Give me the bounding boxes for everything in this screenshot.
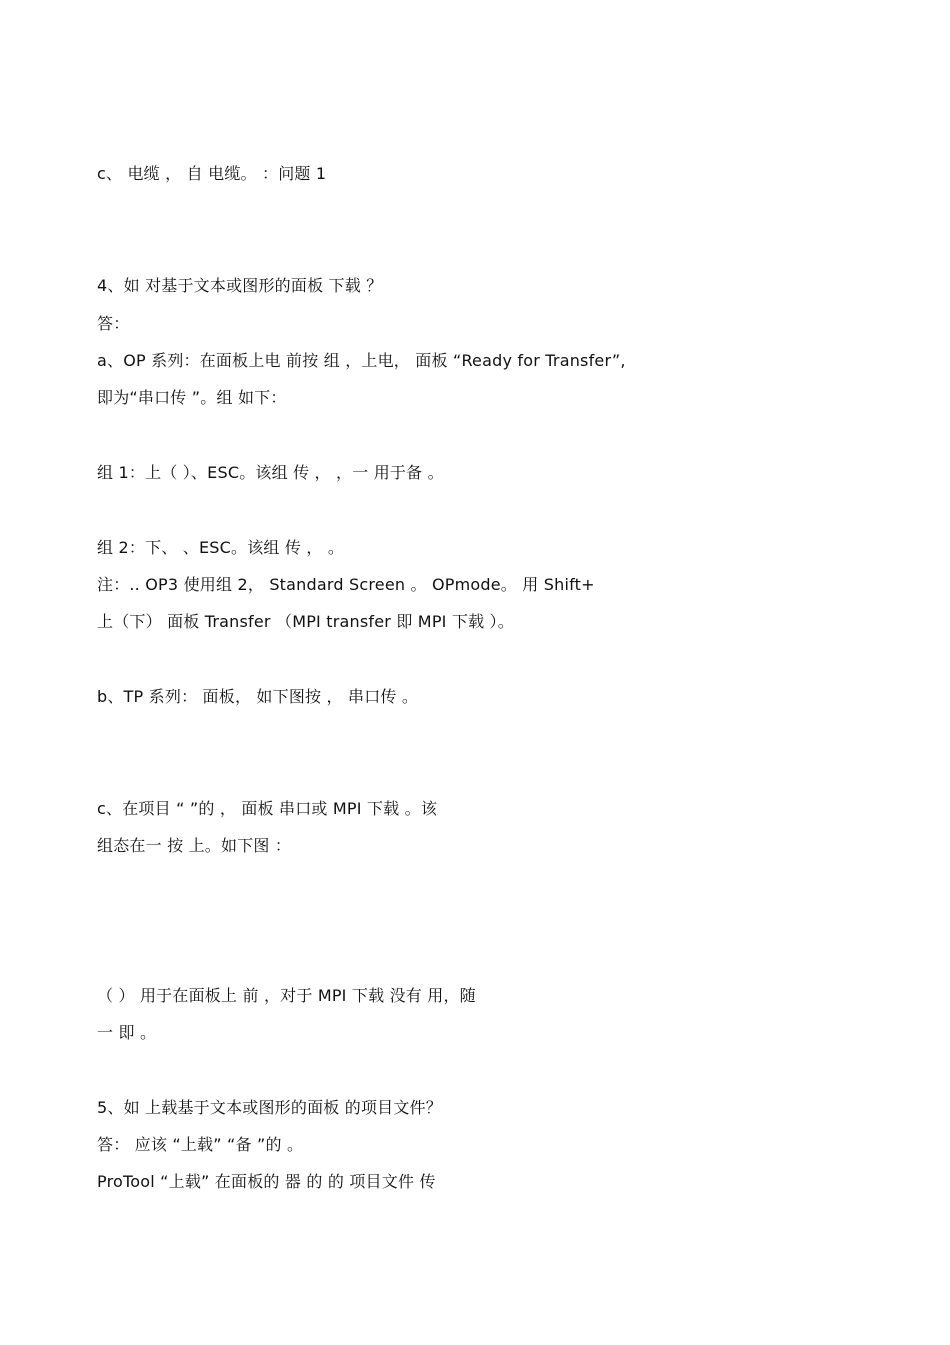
text-line-mpi-transfer: 上（下） 面板 Transfer （MPI transfer 即 MPI 下载 ）。 [97, 612, 514, 631]
text-line-c-cable: c、 电缆 ， 自 电缆。 ：问题 1 [97, 164, 327, 183]
answer-label: 答： [97, 314, 130, 333]
text-line-op-series: a、OP 系列：在面板上电 前按 组 ，上电， 面板 “Ready for Transfer”, [97, 351, 626, 370]
text-line-note-op3: 注：.. OP3 使用组 2， Standard Screen 。 OPmode。 用 Shift+ [97, 575, 595, 594]
heading-q4: 4、如 对基于文本或图形的面板 下载 ？ [97, 276, 383, 295]
text-line-combo-1: 组 1：上（ ）、ESC。该组 传 ， ，一 用于备 。 [97, 463, 444, 482]
heading-q5: 5、如 上载基于文本或图形的面板 的项目文件？ [97, 1098, 442, 1117]
text-line-answer-upload: 答： 应该 “上载” “备 ”的 。 [97, 1135, 304, 1154]
text-line-tp-series: b、TP 系列： 面板， 如下图按 ， 串口传 。 [97, 687, 419, 706]
text-line-configure-button: 组态在一 按 上。如下图 ： [97, 836, 292, 855]
text-line-serial-mode: 即为“串口传 ”。组 如下： [97, 388, 287, 407]
text-line-continued: 一 即 。 [97, 1023, 157, 1042]
text-line-c-project: c、在项目 “ ”的 ， 面板 串口或 MPI 下载 。该 [97, 799, 438, 818]
text-line-panel-usage: （ ） 用于在面板上 前 ，对于 MPI 下载 没有 用，随 [97, 986, 476, 1005]
text-line-protool-upload: ProTool “上载” 在面板的 器 的 的 项目文件 传 [97, 1172, 436, 1191]
text-line-combo-2: 组 2：下、 、ESC。该组 传 ， 。 [97, 538, 345, 557]
